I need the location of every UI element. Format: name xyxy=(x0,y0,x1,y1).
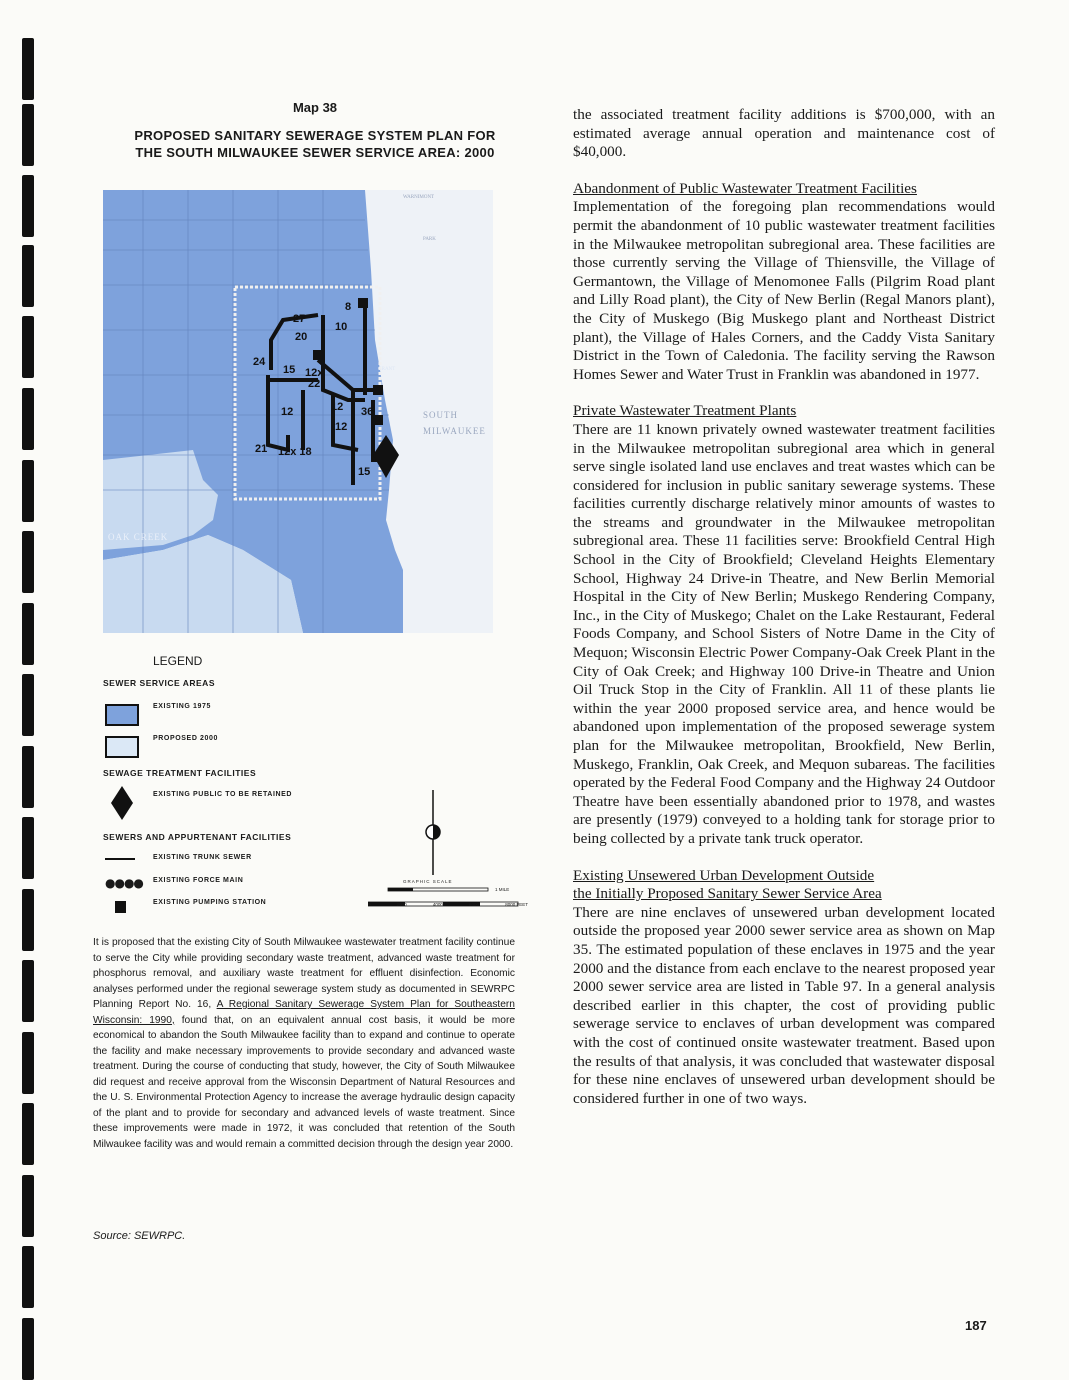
map-title-line: PROPOSED SANITARY SEWERAGE SYSTEM PLAN FOR xyxy=(134,128,496,143)
legend-trunk-sewer: EXISTING TRUNK SEWER xyxy=(153,854,252,861)
binding-mark xyxy=(22,1175,34,1237)
pipe-label: 15 xyxy=(358,466,371,478)
paragraph: Implementation of the foregoing plan recommendations would permit the abandonment of 10 public wastewater treatment facilities in the Milwaukee metropolitan subregional area. These facilities are those currently serving the Village of Thiensville, the Village of Germantown, the Village of Menomonee Falls (Pilgrim Road plant and Lilly Road plant), the City of New Berlin (Regal Manors plant), the City of Muskego (Big Muskego plant and Northeast District plant), the Village of Hales Corners, and the Caddy Vista Sanitary District in the Town of Caledonia. The facility serving the Rawson Homes Sewer and Water Trust in Franklin was abandoned in 1977. xyxy=(573,198,995,383)
map-caption xyxy=(95,100,520,161)
text-run: found that, on an equivalent annual cost basis, it would be more economical to abandon the South Milwaukee facility than to expand and continue to operate the facility and make necessary improvements to provide secondary and advanced waste treatment. During the course of conducting that study, however, the City of South Milwaukee did request and receive approval from the Wisconsin Department of Natural Resources and the U. S. Environmental Protection Agency to increase the average hydraulic design capacity of the plant and to provide for secondary and advanced levels of waste treatment. Since these improvements were made in 1972, it was concluded that retention of the South Milwaukee facility was and would remain a committed decision through the design year 2000. xyxy=(93,1014,515,1150)
section-heading: Private Wastewater Treatment Plants xyxy=(573,402,797,420)
pipe-label: 27 xyxy=(293,313,306,325)
pipe-label: 10 xyxy=(335,321,348,333)
place-park: PARK xyxy=(423,237,436,242)
binding-mark xyxy=(22,1318,34,1380)
existing-area-swatch xyxy=(105,704,139,726)
binding-mark xyxy=(22,38,34,100)
pipe-label: 12x 18 xyxy=(278,446,312,458)
map-description-paragraph xyxy=(93,935,515,1152)
binding-mark xyxy=(22,1246,34,1308)
section-heading: Abandonment of Public Wastewater Treatment Facilities xyxy=(573,179,917,197)
binding-mark xyxy=(22,245,34,307)
force-main-dots-icon: ●●●● xyxy=(105,876,143,890)
section-heading: Existing Unsewered Urban Development Outside xyxy=(573,866,875,884)
pipe-label: 20 xyxy=(295,331,308,343)
binding-mark xyxy=(22,316,34,378)
binding-mark xyxy=(22,460,34,522)
binding-mark xyxy=(22,674,34,736)
binding-marks xyxy=(22,0,34,1380)
binding-mark xyxy=(22,388,34,450)
pipe-label: 12x xyxy=(305,367,324,379)
binding-mark xyxy=(22,603,34,665)
source-note: Source: SEWRPC. xyxy=(93,1230,186,1242)
scale-tick: 2000 xyxy=(396,902,407,907)
scale-tick: 6000 xyxy=(469,902,480,907)
paragraph: There are nine enclaves of unsewered urban development located outside the proposed year 2000 sewer service area as shown on Map 35. The estimated population of these enclaves in 1975 and the year 2000 and the distance from each enclave to the nearest proposed year 2000 sewer service area are listed in Table 97. In a general analysis described earlier in this chapter, the cost of providing public sewerage service to enclaves of urban development was compared with the cost of continued onsite wastewater treatment. Based upon the results of that analysis, it was concluded that wastewater disposal for these nine enclaves of unsewered urban development should be considered further in one of two ways. xyxy=(573,903,995,1107)
map-title xyxy=(95,127,535,161)
legend-pumping-station: EXISTING PUMPING STATION xyxy=(153,899,267,906)
pipe-label: 12 xyxy=(331,401,344,413)
graphic-scale-label: GRAPHIC SCALE xyxy=(403,879,453,884)
map-label: Map 38 xyxy=(292,100,338,115)
spacer xyxy=(573,384,995,402)
legend-force-main: EXISTING FORCE MAIN xyxy=(153,877,244,884)
binding-mark xyxy=(22,104,34,166)
map-title-line: THE SOUTH MILWAUKEE SEWER SERVICE AREA: 2000 xyxy=(135,145,495,160)
scale-tick: 8000 FEET xyxy=(505,902,528,907)
pipe-label: 8 xyxy=(345,301,352,313)
pipe-label: 22 xyxy=(308,378,321,390)
legend-section-treatment: SEWAGE TREATMENT FACILITIES xyxy=(103,768,257,778)
page-number: 187 xyxy=(965,1318,987,1333)
place-milwaukee: MILWAUKEE xyxy=(423,426,486,436)
binding-mark xyxy=(22,1103,34,1165)
place-south: SOUTH xyxy=(423,410,459,420)
legend-existing-1975: EXISTING 1975 xyxy=(153,703,211,710)
pumping-station-square-icon xyxy=(115,901,126,913)
place-grant: GRANT xyxy=(378,367,396,372)
legend-proposed-2000: PROPOSED 2000 xyxy=(153,735,218,742)
map-description xyxy=(93,935,515,1152)
north-arrow-icon xyxy=(423,790,443,880)
legend-section-sewers: SEWERS AND APPURTENANT FACILITIES xyxy=(103,832,292,842)
place-oak-creek: OAK CREEK xyxy=(108,532,169,542)
sewer-service-map xyxy=(103,190,493,633)
treatment-diamond-icon xyxy=(111,786,133,820)
scale-mile-label: 1 MILE xyxy=(495,887,510,892)
legend-existing-public: EXISTING PUBLIC TO BE RETAINED xyxy=(153,791,293,798)
paragraph: the associated treatment facility additions is $700,000, with an estimated average annual operation and maintenance cost of $40,000. xyxy=(573,106,995,161)
right-column xyxy=(573,106,995,1108)
legend-section-areas: SEWER SERVICE AREAS xyxy=(103,678,215,688)
binding-mark xyxy=(22,531,34,593)
spacer xyxy=(573,849,995,867)
binding-mark xyxy=(22,817,34,879)
binding-mark xyxy=(22,1032,34,1094)
proposed-area-swatch xyxy=(105,736,139,758)
pipe-label: 36 xyxy=(361,406,374,418)
pipe-label: 12 xyxy=(335,421,348,433)
pipe-label: 24 xyxy=(253,356,266,368)
pipe-label: 21 xyxy=(255,443,268,455)
map-graphic xyxy=(103,190,493,633)
binding-mark xyxy=(22,175,34,237)
paragraph: There are 11 known privately owned wastewater treatment facilities in the Milwaukee metropolitan subregional area which in general serve single isolated land use enclaves and treat wastes which can be considered for inclusion in public sanitary sewerage systems. These facilities currently discharge relatively minor amounts of wastes to the streams and groundwater in the Milwaukee metropolitan subregional area. These 11 facilities serve: Brookfield Central High School in the City of Brookfield; Cleveland Heights Elementary School, Highway 24 Drive-in Theatre, and New Berlin Memorial Hospital in the City of New Berlin; Muskego Rendering Company, Inc., in the City of Muskego; Chalet on the Lake Restaurant, Federal Foods Company, and School Sisters of Notre Dame in the City of Mequon; Wisconsin Electric Power Company-Oak Creek Plant in the City of Oak Creek; and Highway 100 Drive-in Theatre and Union Oil Truck Stop in the City of Franklin. All 11 of these plants lie within the year 2000 proposed service area, and hence would be abandoned upon implementation of the proposed sewerage system plan for the Milwaukee metropolitan, Brookfield, New Berlin, Muskego, Franklin, Oak Creek, and Mequon subareas. The facilities operated by the Federal Food Company and the Highway 24 Outdoor Theatre have been essentially abandoned prior to 1978, and wastes are presently (1979) conveyed to a holding tank for storage prior to being collected by a private tank truck operator. xyxy=(573,420,995,847)
trunk-sewer-line-icon xyxy=(105,858,135,860)
text-run: It is proposed that the existing City of South Milwaukee wastewater treatment facility continue to serve the City while providing secondary waste treatment, advanced waste treatment for phosphorus removal, and auxiliary waste treatment for effluent disinfection. Economic analyses performed under the regional sewerage system study as documented in SEWRPC Planning Report No. 16, xyxy=(93,937,515,1010)
binding-mark xyxy=(22,746,34,808)
pipe-label: 12 xyxy=(281,406,294,418)
section-heading: the Initially Proposed Sanitary Sewer Service Area xyxy=(573,885,882,903)
scale-tick: 4000 xyxy=(432,902,443,907)
report-title-link: A Regional Sanitary Sewerage System Plan for Southeastern Wisconsin: 1990, xyxy=(93,999,515,1026)
pipe-label: 15 xyxy=(283,364,296,376)
legend-title: LEGEND xyxy=(153,654,203,668)
scale-tick: 0 xyxy=(368,902,371,907)
binding-mark xyxy=(22,889,34,951)
binding-mark xyxy=(22,960,34,1022)
spacer xyxy=(573,162,995,180)
place-warnimont: WARNIMONT xyxy=(403,195,435,200)
scale-ticks xyxy=(368,902,528,907)
